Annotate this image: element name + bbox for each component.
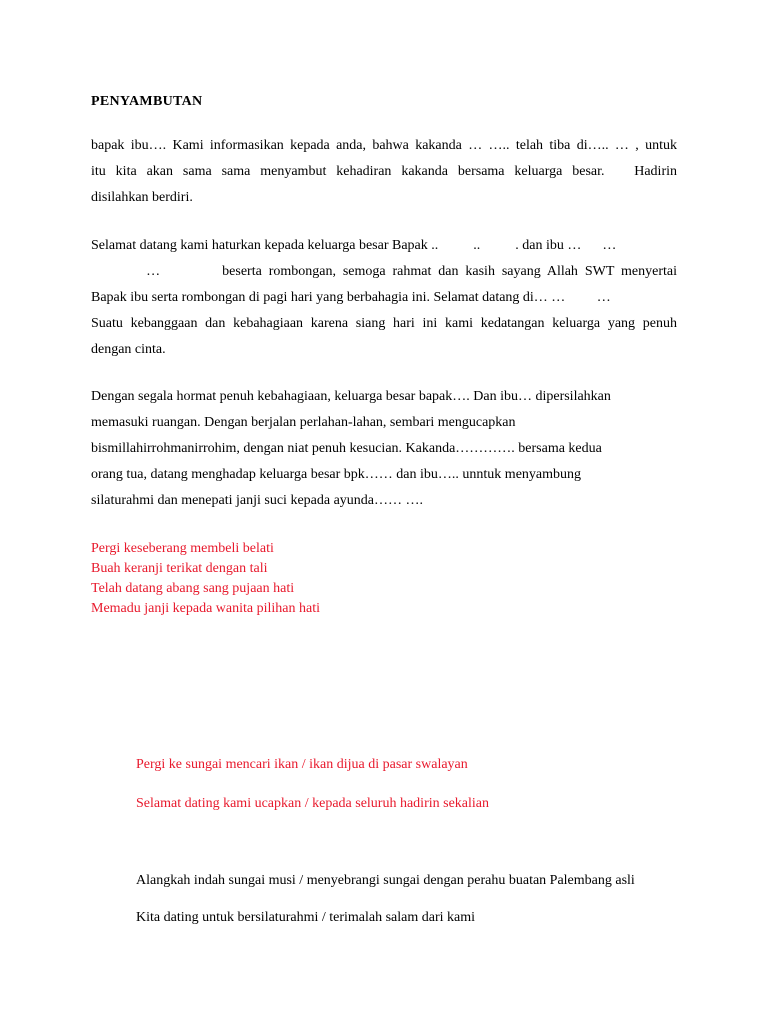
paragraph-line: … beserta rombongan, semoga rahmat dan kasih sayang Allah SWT menyertai: [91, 264, 677, 279]
paragraph-line: Selamat datang kami haturkan kepada keluarga besar Bapak .. .. . dan ibu … …: [91, 238, 617, 253]
pantun-line: Pergi keseberang membeli belati: [91, 541, 274, 556]
paragraph-line: itu kita akan sama sama menyambut kehadiran kakanda bersama keluarga besar. Hadirin: [91, 164, 677, 179]
pantun-red-2-line-1: Pergi ke sungai mencari ikan / ikan dijua di pasar swalayan: [136, 757, 468, 772]
pantun-line: Buah keranji terikat dengan tali: [91, 561, 268, 576]
paragraph-announcement: [91, 133, 677, 211]
pantun-black-line-1: Alangkah indah sungai musi / menyebrangi sungai dengan perahu buatan Palembang asli: [136, 873, 635, 888]
pantun-black-line-2: Kita dating untuk bersilaturahmi / terimalah salam dari kami: [136, 910, 476, 925]
paragraph-line: Bapak ibu serta rombongan di pagi hari yang berbahagia ini. Selamat datang di… … …: [91, 290, 611, 305]
paragraph-procession: [91, 384, 677, 514]
paragraph-welcome: [91, 233, 677, 363]
paragraph-line: memasuki ruangan. Dengan berjalan perlahan-lahan, sembari mengucapkan: [91, 415, 516, 430]
paragraph-line: disilahkan berdiri.: [91, 190, 193, 205]
pantun-red-1: [91, 539, 677, 619]
paragraph-line: Suatu kebanggaan dan kebahagiaan karena siang hari ini kami kedatangan keluarga yang penuh: [91, 316, 677, 331]
paragraph-line: Dengan segala hormat penuh kebahagiaan, keluarga besar bapak…. Dan ibu… dipersilahkan: [91, 389, 611, 404]
paragraph-line: bismillahirrohmanirrohim, dengan niat penuh kesucian. Kakanda…………. bersama kedua: [91, 441, 602, 456]
pantun-line: Memadu janji kepada wanita pilihan hati: [91, 601, 320, 616]
pantun-line: Telah datang abang sang pujaan hati: [91, 581, 295, 596]
paragraph-line: dengan cinta.: [91, 342, 166, 357]
paragraph-line: orang tua, datang menghadap keluarga besar bpk…… dan ibu….. unntuk menyambung: [91, 467, 582, 482]
pantun-red-2-line-2: Selamat dating kami ucapkan / kepada seluruh hadirin sekalian: [136, 796, 489, 811]
document-title: PENYAMBUTAN: [91, 94, 203, 109]
paragraph-line: silaturahmi dan menepati janji suci kepada ayunda…… ….: [91, 493, 424, 508]
paragraph-line: bapak ibu…. Kami informasikan kepada anda, bahwa kakanda … ….. telah tiba di….. … , untuk: [91, 138, 677, 153]
